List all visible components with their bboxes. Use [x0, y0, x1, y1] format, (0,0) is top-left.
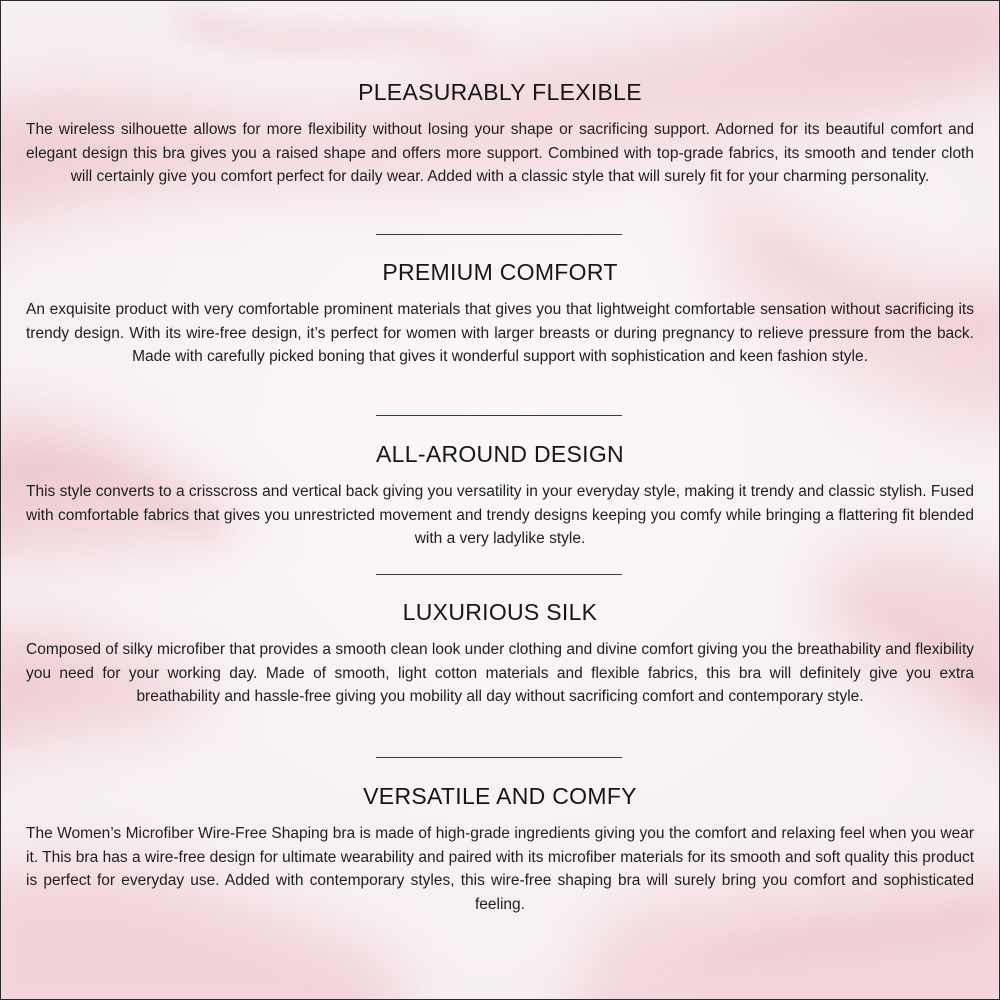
- section-premium-comfort: [26, 258, 974, 369]
- section-all-around-design: [26, 440, 974, 551]
- section-body: Composed of silky microfiber that provides a smooth clean look under clothing and divine comfort giving you the breathability and flexibility you need for your working day. Made of smooth, light cotton materials and flexible fabrics, this bra will definitely give you extra breathability and hassle-free giving you mobility all day without sacrificing comfort and contemporary style.: [26, 641, 974, 705]
- section-luxurious-silk: [26, 598, 974, 709]
- section-heading: ALL-AROUND DESIGN: [376, 441, 624, 467]
- section-body: This style converts to a crisscross and vertical back giving you versatility in your everyday style, making it trendy and classic stylish. Fused with comfortable fabrics that gives you unrestricted movement and trendy designs keeping you comfy while bringing a flattering fit blended with a very ladylike style.: [26, 483, 974, 547]
- section-divider: [376, 574, 622, 575]
- section-pleasurably-flexible: [26, 78, 974, 189]
- section-divider: [376, 415, 622, 416]
- section-heading: PREMIUM COMFORT: [382, 259, 618, 285]
- section-body: The Women’s Microfiber Wire-Free Shaping bra is made of high-grade ingredients giving you the comfort and relaxing feel when you wear it. This bra has a wire-free design for ultimate wearability and paired with its microfiber materials for its smooth and soft quality this product is perfect for everyday use. Added with contemporary styles, this wire-free shaping bra will surely bring you comfort and sophisticated feeling.: [26, 825, 974, 913]
- section-body: The wireless silhouette allows for more flexibility without losing your shape or sacrificing support. Adorned for its beautiful comfort and elegant design this bra gives you a raised shape and offers more support. Combined with top-grade fabrics, its smooth and tender cloth will certainly give you comfort perfect for daily wear. Added with a classic style that will surely fit for your charming personality.: [26, 121, 974, 185]
- section-body: An exquisite product with very comfortable prominent materials that gives you that lightweight comfortable sensation without sacrificing its trendy design. With its wire-free design, it’s perfect for women with larger breasts or during pregnancy to relieve pressure from the back. Made with carefully picked boning that gives it wonderful support with sophistication and keen fashion style.: [26, 301, 974, 365]
- section-divider: [376, 757, 622, 758]
- section-heading: VERSATILE AND COMFY: [363, 783, 637, 809]
- section-divider: [376, 234, 622, 235]
- section-versatile-and-comfy: [26, 782, 974, 916]
- section-heading: LUXURIOUS SILK: [402, 599, 598, 625]
- section-heading: PLEASURABLY FLEXIBLE: [358, 79, 642, 105]
